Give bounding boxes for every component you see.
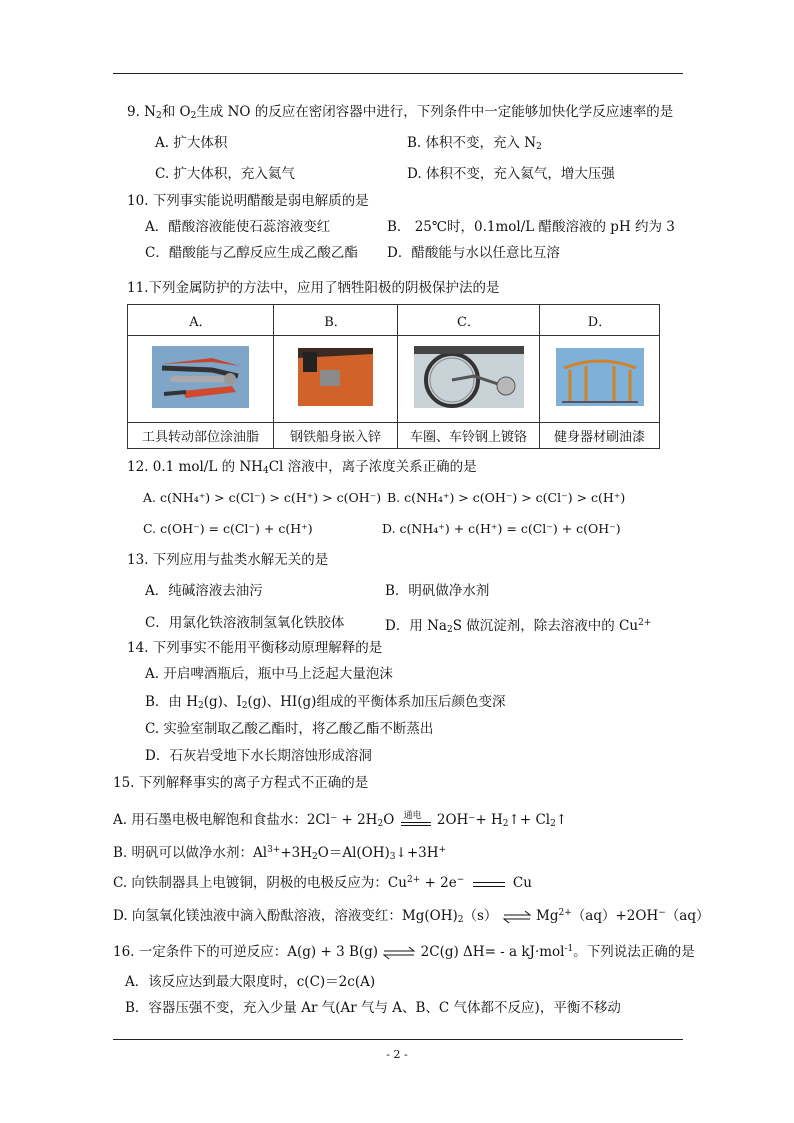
electrolysis-arrow: 通电	[399, 812, 433, 830]
q11-caption-a: 工具转动部位涂油脂	[128, 423, 274, 449]
q10-stem: 10. 下列事实能说明醋酸是弱电解质的是	[127, 193, 369, 209]
q11-caption-c: 车圈、车铃钢上镀铬	[398, 423, 540, 449]
q15-option-b: B. 明矾可以做净水剂：$Al^{3+}+3H_2O=Al(OH)_3↓+3H^+$	[113, 845, 447, 862]
q11-image-d	[540, 336, 660, 423]
q12-option-b: B. c(NH₄⁺) > c(OH⁻) > c(Cl⁻) > c(H⁺)	[387, 490, 626, 505]
q14-option-c: C. 实验室制取乙酸乙酯时，将乙酸乙酯不断蒸出	[145, 721, 434, 737]
q16-option-a: A．该反应达到最大限度时，c(C)＝2c(A)	[125, 974, 376, 990]
q12-option-a: A. c(NH₄⁺) > c(Cl⁻) > c(H⁺) > c(OH⁻)	[143, 490, 382, 505]
q14-stem: 14. 下列事实不能用平衡移动原理解释的是	[127, 640, 383, 656]
q11-image-a	[128, 336, 274, 423]
q15-option-d: D. 向氢氧化镁浊液中滴入酚酞溶液，溶液变红：$Mg(OH)_2(s)$ $Mg^{2+}(aq)+2OH^-(aq)$	[113, 908, 710, 925]
header-rule	[113, 73, 683, 74]
equals-arrow	[469, 875, 509, 893]
q9-option-a: A. 扩大体积	[155, 135, 228, 151]
footer-rule	[113, 1039, 683, 1040]
q13-stem: 13. 下列应用与盐类水解无关的是	[127, 552, 329, 568]
q13-option-c: C．用氯化铁溶液制氢氧化铁胶体	[145, 615, 345, 631]
q9-option-b: B. 体积不变，充入 $N_2$	[407, 135, 542, 152]
q10-option-b: B． 25℃时，0.1mol/L 醋酸溶液的 pH 约为 3	[387, 219, 675, 235]
tools-image	[152, 346, 249, 408]
reversible-arrow-icon	[382, 944, 416, 962]
q11-header-d: D．	[540, 305, 660, 336]
q10-option-c: C．醋酸能与乙醇反应生成乙酸乙酯	[145, 245, 358, 261]
q14-option-d: D．石灰岩受地下水长期溶蚀形成溶洞	[145, 748, 372, 764]
q11-caption-d: 健身器材刷油漆	[540, 423, 660, 449]
page-number: - 2 -	[386, 1048, 408, 1061]
q11-header-a: A．	[128, 305, 274, 336]
q11-caption-b: 钢铁船身嵌入锌	[274, 423, 398, 449]
bicycle-wheel-image	[414, 346, 524, 408]
q12-stem: 12. 0.1 mol/L 的 $NH_4Cl$ 溶液中，离子浓度关系正确的是	[127, 459, 477, 476]
q9-stem: 9. $N_2$和 $O_2$生成 NO 的反应在密闭容器中进行，下列条件中一定能够加快化学反应速率的是	[127, 104, 674, 121]
q11-image-b	[274, 336, 398, 423]
q14-option-b: B．由 $H_2(g)$、$I_2(g)$、HI(g)组成的平衡体系加压后颜色变深	[145, 694, 506, 711]
q9-option-c: C. 扩大体积，充入氦气	[155, 166, 295, 182]
q13-option-b: B．明矾做净水剂	[385, 583, 490, 599]
q11-header-c: C．	[398, 305, 540, 336]
q15-stem: 15. 下列解释事实的离子方程式不正确的是	[113, 775, 369, 791]
q15-option-a: A. 用石墨电极电解饱和食盐水：$2Cl^- + 2H_2O$ 通电 $2OH^-+ H_2↑+$ $Cl_2↑$	[113, 810, 568, 829]
ship-hull-image	[298, 348, 373, 406]
q12-option-c: C. c(OH⁻) = c(Cl⁻) + c(H⁺)	[143, 521, 313, 536]
fitness-equipment-image	[556, 348, 644, 406]
q15-option-c: C. 向铁制器具上电镀铜，阴极的电极反应为：$Cu^{2+} + 2e^-$ Cu	[113, 875, 532, 891]
q14-option-a: A. 开启啤酒瓶后，瓶中马上泛起大量泡沫	[145, 666, 393, 682]
q12-option-d: D. c(NH₄⁺) + c(H⁺) = c(Cl⁻) + c(OH⁻)	[382, 521, 621, 536]
q11-image-c	[398, 336, 540, 423]
q16-stem: 16. 一定条件下的可逆反应：A(g) + 3 B(g) 2C(g) ΔH= - a kJ·mol$^{-1}$。下列说法正确的是	[113, 944, 695, 960]
q10-option-a: A．醋酸溶液能使石蕊溶液变红	[145, 219, 331, 235]
q11-header-b: B．	[274, 305, 398, 336]
q11-stem: 11.下列金属防护的方法中，应用了牺牲阳极的阴极保护法的是	[127, 280, 500, 296]
q9-option-d: D. 体积不变，充入氦气，增大压强	[407, 166, 615, 182]
q13-option-a: A．纯碱溶液去油污	[145, 583, 263, 599]
q11-options-table	[127, 304, 660, 449]
q13-option-d: D．用 $Na_2S$ 做沉淀剂，除去溶液中的 $Cu^{2+}$	[385, 618, 652, 635]
q10-option-d: D．醋酸能与水以任意比互溶	[387, 245, 560, 261]
q16-option-b: B．容器压强不变，充入少量 Ar 气(Ar 气与 A、B、C 气体都不反应)，平衡不移动	[125, 1000, 621, 1016]
reversible-arrow-icon	[502, 908, 532, 926]
